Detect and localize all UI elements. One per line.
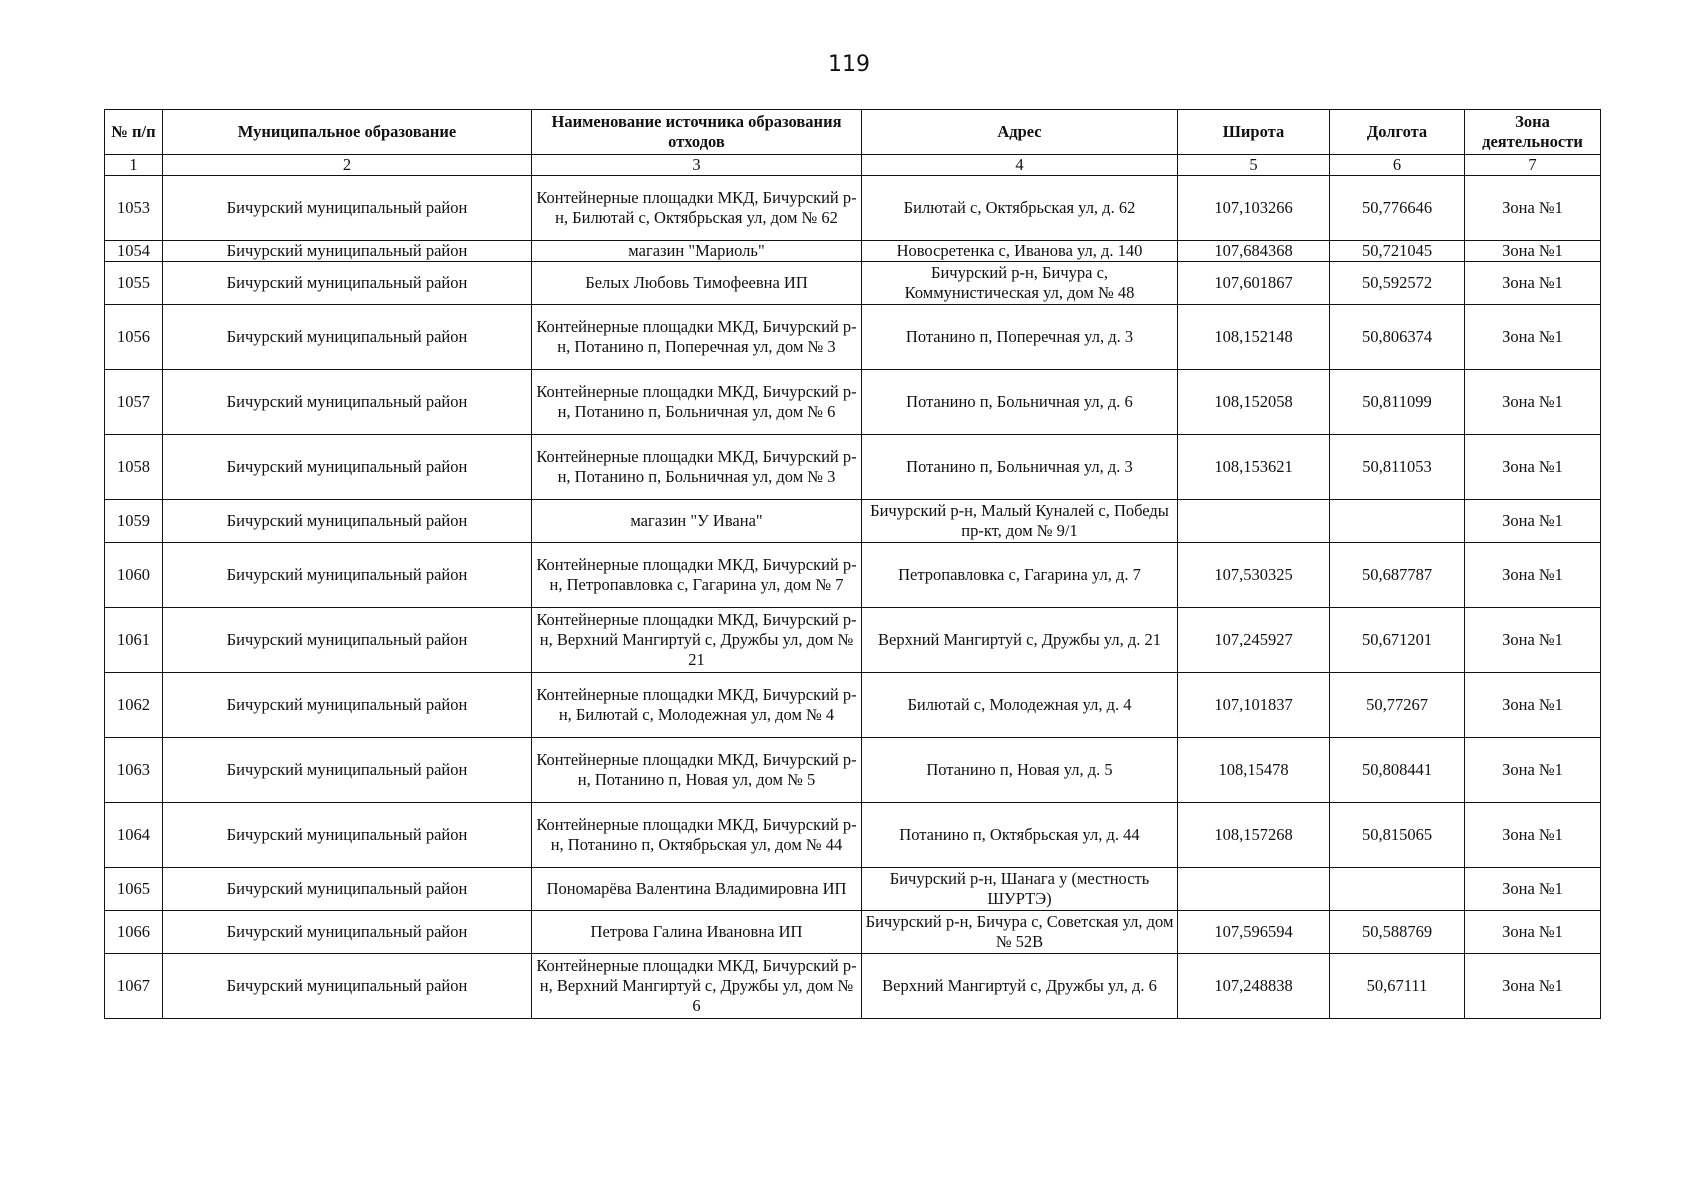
table-row <box>105 370 1601 435</box>
row-number-cell: 1055 <box>105 262 163 305</box>
source-cell: магазин "У Ивана" <box>532 500 862 543</box>
source-cell: Контейнерные площадки МКД, Бичурский р-н, Потанино п, Больничная ул, дом № 3 <box>532 435 862 500</box>
municipality-cell: Бичурский муниципальный район <box>163 262 532 305</box>
zone-cell: Зона №1 <box>1465 305 1601 370</box>
latitude-cell: 108,152058 <box>1178 370 1330 435</box>
table-row <box>105 868 1601 911</box>
address-cell: Бичурский р-н, Бичура с, Советская ул, дом № 52В <box>862 911 1178 954</box>
latitude-cell: 108,152148 <box>1178 305 1330 370</box>
column-number-cell: 6 <box>1330 155 1465 176</box>
zone-cell: Зона №1 <box>1465 543 1601 608</box>
header-cell: Адрес <box>862 110 1178 155</box>
longitude-cell: 50,687787 <box>1330 543 1465 608</box>
municipality-cell: Бичурский муниципальный район <box>163 176 532 241</box>
municipality-cell: Бичурский муниципальный район <box>163 370 532 435</box>
address-cell: Верхний Мангиртуй с, Дружбы ул, д. 21 <box>862 608 1178 673</box>
zone-cell: Зона №1 <box>1465 608 1601 673</box>
address-cell: Потанино п, Больничная ул, д. 6 <box>862 370 1178 435</box>
column-number-cell: 7 <box>1465 155 1601 176</box>
table-row <box>105 608 1601 673</box>
municipality-cell: Бичурский муниципальный район <box>163 673 532 738</box>
zone-cell: Зона №1 <box>1465 241 1601 262</box>
row-number-cell: 1053 <box>105 176 163 241</box>
header-cell: Зона деятельности <box>1465 110 1601 155</box>
column-number-row <box>105 155 1601 176</box>
longitude-cell <box>1330 868 1465 911</box>
municipality-cell: Бичурский муниципальный район <box>163 305 532 370</box>
municipality-cell: Бичурский муниципальный район <box>163 608 532 673</box>
column-number-cell: 1 <box>105 155 163 176</box>
municipality-cell: Бичурский муниципальный район <box>163 803 532 868</box>
longitude-cell: 50,77267 <box>1330 673 1465 738</box>
row-number-cell: 1058 <box>105 435 163 500</box>
longitude-cell: 50,671201 <box>1330 608 1465 673</box>
latitude-cell: 107,596594 <box>1178 911 1330 954</box>
table-row <box>105 803 1601 868</box>
source-cell: Контейнерные площадки МКД, Бичурский р-н, Потанино п, Поперечная ул, дом № 3 <box>532 305 862 370</box>
header-cell: Долгота <box>1330 110 1465 155</box>
source-cell: Контейнерные площадки МКД, Бичурский р-н, Верхний Мангиртуй с, Дружбы ул, дом № 6 <box>532 954 862 1019</box>
address-cell: Бичурский р-н, Бичура с, Коммунистическая ул, дом № 48 <box>862 262 1178 305</box>
source-cell: Контейнерные площадки МКД, Бичурский р-н, Билютай с, Молодежная ул, дом № 4 <box>532 673 862 738</box>
table-row <box>105 435 1601 500</box>
municipality-cell: Бичурский муниципальный район <box>163 241 532 262</box>
zone-cell: Зона №1 <box>1465 911 1601 954</box>
zone-cell: Зона №1 <box>1465 954 1601 1019</box>
header-row <box>105 110 1601 155</box>
address-cell: Бичурский р-н, Шанага у (местность ШУРТЭ) <box>862 868 1178 911</box>
source-cell: Контейнерные площадки МКД, Бичурский р-н, Потанино п, Новая ул, дом № 5 <box>532 738 862 803</box>
address-cell: Билютай с, Октябрьская ул, д. 62 <box>862 176 1178 241</box>
zone-cell: Зона №1 <box>1465 176 1601 241</box>
table-row <box>105 543 1601 608</box>
zone-cell: Зона №1 <box>1465 803 1601 868</box>
municipality-cell: Бичурский муниципальный район <box>163 543 532 608</box>
source-cell: Контейнерные площадки МКД, Бичурский р-н, Билютай с, Октябрьская ул, дом № 62 <box>532 176 862 241</box>
row-number-cell: 1054 <box>105 241 163 262</box>
latitude-cell: 107,530325 <box>1178 543 1330 608</box>
address-cell: Петропавловка с, Гагарина ул, д. 7 <box>862 543 1178 608</box>
zone-cell: Зона №1 <box>1465 262 1601 305</box>
zone-cell: Зона №1 <box>1465 370 1601 435</box>
address-cell: Потанино п, Октябрьская ул, д. 44 <box>862 803 1178 868</box>
longitude-cell: 50,815065 <box>1330 803 1465 868</box>
address-cell: Потанино п, Поперечная ул, д. 3 <box>862 305 1178 370</box>
latitude-cell <box>1178 868 1330 911</box>
page-number: 119 <box>828 52 870 77</box>
row-number-cell: 1063 <box>105 738 163 803</box>
longitude-cell: 50,808441 <box>1330 738 1465 803</box>
source-cell: Пономарёва Валентина Владимировна ИП <box>532 868 862 911</box>
table-row <box>105 738 1601 803</box>
latitude-cell: 108,153621 <box>1178 435 1330 500</box>
zone-cell: Зона №1 <box>1465 673 1601 738</box>
source-cell: Контейнерные площадки МКД, Бичурский р-н, Потанино п, Больничная ул, дом № 6 <box>532 370 862 435</box>
table-row <box>105 954 1601 1019</box>
longitude-cell: 50,806374 <box>1330 305 1465 370</box>
source-cell: Белых Любовь Тимофеевна ИП <box>532 262 862 305</box>
municipality-cell: Бичурский муниципальный район <box>163 738 532 803</box>
municipality-cell: Бичурский муниципальный район <box>163 435 532 500</box>
row-number-cell: 1061 <box>105 608 163 673</box>
source-cell: Контейнерные площадки МКД, Бичурский р-н, Потанино п, Октябрьская ул, дом № 44 <box>532 803 862 868</box>
row-number-cell: 1059 <box>105 500 163 543</box>
row-number-cell: 1066 <box>105 911 163 954</box>
zone-cell: Зона №1 <box>1465 868 1601 911</box>
longitude-cell: 50,721045 <box>1330 241 1465 262</box>
row-number-cell: 1060 <box>105 543 163 608</box>
longitude-cell: 50,592572 <box>1330 262 1465 305</box>
latitude-cell: 108,157268 <box>1178 803 1330 868</box>
source-cell: Петрова Галина Ивановна ИП <box>532 911 862 954</box>
waste-sources-table <box>104 109 1601 1019</box>
municipality-cell: Бичурский муниципальный район <box>163 954 532 1019</box>
zone-cell: Зона №1 <box>1465 435 1601 500</box>
header-cell: Наименование источника образования отходов <box>532 110 862 155</box>
latitude-cell: 107,248838 <box>1178 954 1330 1019</box>
zone-cell: Зона №1 <box>1465 738 1601 803</box>
row-number-cell: 1067 <box>105 954 163 1019</box>
column-number-cell: 3 <box>532 155 862 176</box>
longitude-cell: 50,776646 <box>1330 176 1465 241</box>
address-cell: Новосретенка с, Иванова ул, д. 140 <box>862 241 1178 262</box>
source-cell: Контейнерные площадки МКД, Бичурский р-н, Петропавловка с, Гагарина ул, дом № 7 <box>532 543 862 608</box>
address-cell: Потанино п, Новая ул, д. 5 <box>862 738 1178 803</box>
row-number-cell: 1056 <box>105 305 163 370</box>
row-number-cell: 1062 <box>105 673 163 738</box>
table-row <box>105 305 1601 370</box>
municipality-cell: Бичурский муниципальный район <box>163 868 532 911</box>
latitude-cell: 107,103266 <box>1178 176 1330 241</box>
municipality-cell: Бичурский муниципальный район <box>163 500 532 543</box>
column-number-cell: 5 <box>1178 155 1330 176</box>
zone-cell: Зона №1 <box>1465 500 1601 543</box>
latitude-cell: 107,245927 <box>1178 608 1330 673</box>
latitude-cell <box>1178 500 1330 543</box>
table-row <box>105 911 1601 954</box>
longitude-cell: 50,811099 <box>1330 370 1465 435</box>
table-row <box>105 500 1601 543</box>
table-row <box>105 262 1601 305</box>
latitude-cell: 107,101837 <box>1178 673 1330 738</box>
source-cell: Контейнерные площадки МКД, Бичурский р-н, Верхний Мангиртуй с, Дружбы ул, дом № 21 <box>532 608 862 673</box>
address-cell: Бичурский р-н, Малый Куналей с, Победы пр-кт, дом № 9/1 <box>862 500 1178 543</box>
longitude-cell: 50,811053 <box>1330 435 1465 500</box>
row-number-cell: 1065 <box>105 868 163 911</box>
header-cell: Муниципальное образование <box>163 110 532 155</box>
table-row <box>105 241 1601 262</box>
longitude-cell <box>1330 500 1465 543</box>
longitude-cell: 50,67111 <box>1330 954 1465 1019</box>
table-row <box>105 673 1601 738</box>
address-cell: Верхний Мангиртуй с, Дружбы ул, д. 6 <box>862 954 1178 1019</box>
latitude-cell: 107,684368 <box>1178 241 1330 262</box>
latitude-cell: 107,601867 <box>1178 262 1330 305</box>
longitude-cell: 50,588769 <box>1330 911 1465 954</box>
row-number-cell: 1057 <box>105 370 163 435</box>
header-cell: Широта <box>1178 110 1330 155</box>
header-cell: № п/п <box>105 110 163 155</box>
column-number-cell: 2 <box>163 155 532 176</box>
address-cell: Потанино п, Больничная ул, д. 3 <box>862 435 1178 500</box>
municipality-cell: Бичурский муниципальный район <box>163 911 532 954</box>
address-cell: Билютай с, Молодежная ул, д. 4 <box>862 673 1178 738</box>
source-cell: магазин "Мариоль" <box>532 241 862 262</box>
table-row <box>105 176 1601 241</box>
row-number-cell: 1064 <box>105 803 163 868</box>
latitude-cell: 108,15478 <box>1178 738 1330 803</box>
column-number-cell: 4 <box>862 155 1178 176</box>
